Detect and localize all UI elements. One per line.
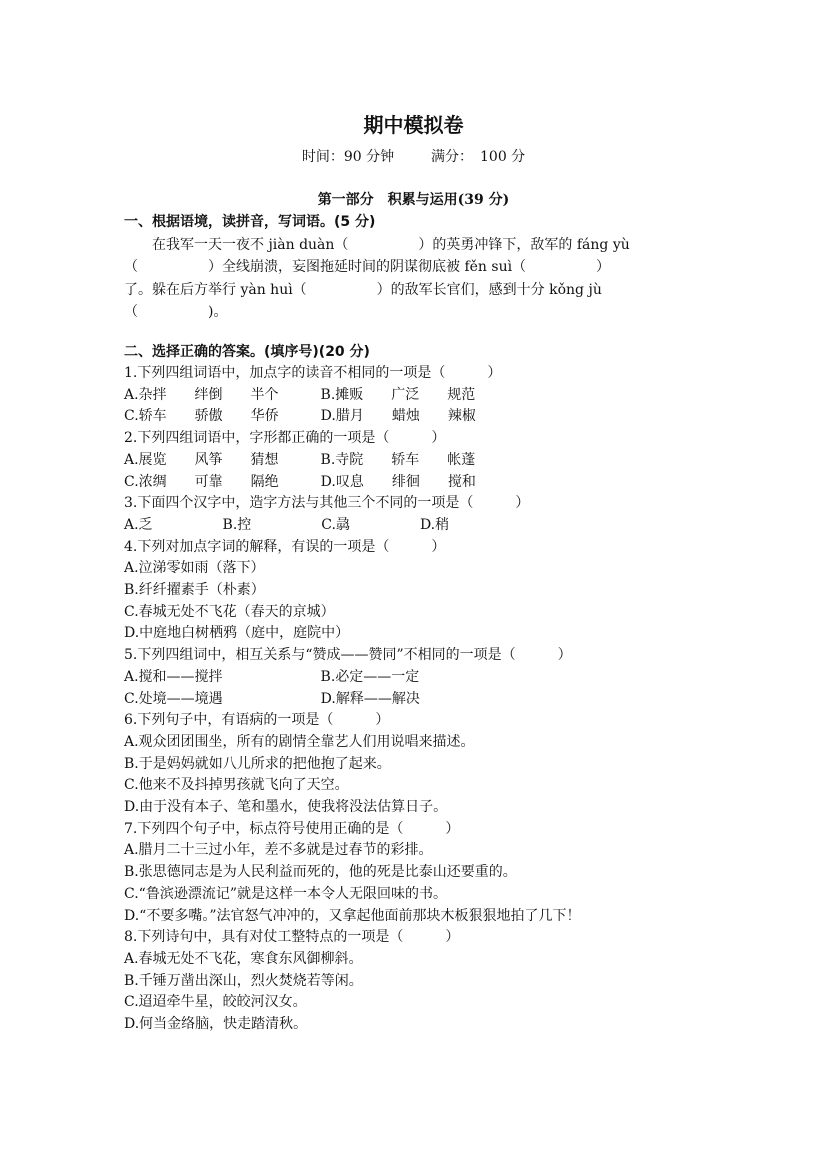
part-title: 第一部分 积累与运用(39 分) — [317, 192, 510, 208]
question-line: 2.下列四组词语中，字形都正确的一项是（ ） — [124, 430, 446, 446]
question-line: 3.下面四个汉字中，造字方法与其他三个不同的一项是（ ） — [124, 495, 530, 511]
page-title: 期中模拟卷 — [363, 113, 464, 137]
exam-score: 满分： 100 分 — [431, 149, 526, 165]
question-line: C.浓绸 可靠 隔绝 D.叹息 绯徊 搅和 — [124, 474, 476, 490]
question-line: A.春城无处不飞花，寒食东风御柳斜。 — [124, 951, 363, 967]
section1-line: 了。躲在后方举行 yàn huì（ ）的敌军长官们，感到十分 kǒng jù — [124, 282, 602, 298]
section1-line: （ )。 — [124, 304, 228, 320]
exam-time: 时间：90 分钟 — [301, 149, 395, 165]
section1-title: 一、根据语境，读拼音，写词语。(5 分) — [124, 214, 376, 230]
question-line: D.中庭地白树栖鸦（庭中，庭院中） — [124, 625, 350, 641]
question-line: D.“不要多嘴。”法官怒气冲冲的，又拿起他面前那块木板狠狠地拍了几下！ — [124, 908, 581, 924]
question-line: C.“鲁滨逊漂流记”就是这样一本令人无限回味的书。 — [124, 886, 447, 902]
question-line: A.杂拌 绊倒 半个 B.摊贩 广泛 规范 — [124, 387, 476, 403]
question-line: 1.下列四组词语中，加点字的读音不相同的一项是（ ） — [124, 365, 502, 381]
question-line: A.腊月二十三过小年，差不多就是过春节的彩排。 — [124, 842, 433, 858]
section1-line: （ ）全线崩溃，妄图拖延时间的阴谋彻底被 fěn suì（ ） — [124, 259, 611, 275]
question-line: 8.下列诗句中，具有对仗工整特点的一项是（ ） — [124, 929, 460, 945]
exam-meta — [0, 146, 827, 166]
question-line: A.展览 风筝 猜想 B.寺院 轿车 帐蓬 — [124, 452, 476, 468]
question-line: D.何当金络脑，快走踏清秋。 — [124, 1016, 308, 1032]
question-line: B.纤纤擢素手（朴素） — [124, 582, 265, 598]
question-line: C.他来不及抖掉男孩就飞向了天空。 — [124, 777, 349, 793]
question-line: A.乏 B.控 C.骉 D.稍 — [124, 517, 450, 533]
question-line: 6.下列句子中，有语病的一项是（ ） — [124, 712, 390, 728]
question-line: C.轿车 骄傲 华侨 D.腊月 蜡烛 辣椒 — [124, 408, 476, 424]
question-line: C.迢迢牵牛星，皎皎河汉女。 — [124, 994, 307, 1010]
question-line: B.于是妈妈就如八儿所求的把他抱了起来。 — [124, 756, 391, 772]
question-line: A.泣涕零如雨（落下） — [124, 560, 265, 576]
question-line: 7.下列四个句子中，标点符号使用正确的是（ ） — [124, 821, 460, 837]
question-line: A.观众团团围坐，所有的剧情全靠艺人们用说唱来描述。 — [124, 734, 475, 750]
section1-line: 在我军一天一夜不 jiàn duàn（ ）的英勇冲锋下，敌军的 fáng yù — [124, 237, 630, 253]
question-line: C.春城无处不飞花（春天的京城） — [124, 604, 335, 620]
question-line: 5.下列四组词中，相互关系与“赞成——赞同”不相同的一项是（ ） — [124, 647, 572, 663]
question-line: D.由于没有本子、笔和墨水，使我将没法估算日子。 — [124, 799, 448, 815]
question-line: B.千锤万凿出深山，烈火焚烧若等闲。 — [124, 973, 363, 989]
question-line: B.张思德同志是为人民利益而死的，他的死是比泰山还要重的。 — [124, 864, 517, 880]
section2-title: 二、选择正确的答案。(填序号)(20 分) — [124, 344, 370, 360]
question-line: C.处境——境遇 D.解释——解决 — [124, 691, 420, 707]
question-line: A.搅和——搅拌 B.必定——一定 — [124, 669, 420, 685]
question-line: 4.下列对加点字词的解释，有误的一项是（ ） — [124, 539, 446, 555]
